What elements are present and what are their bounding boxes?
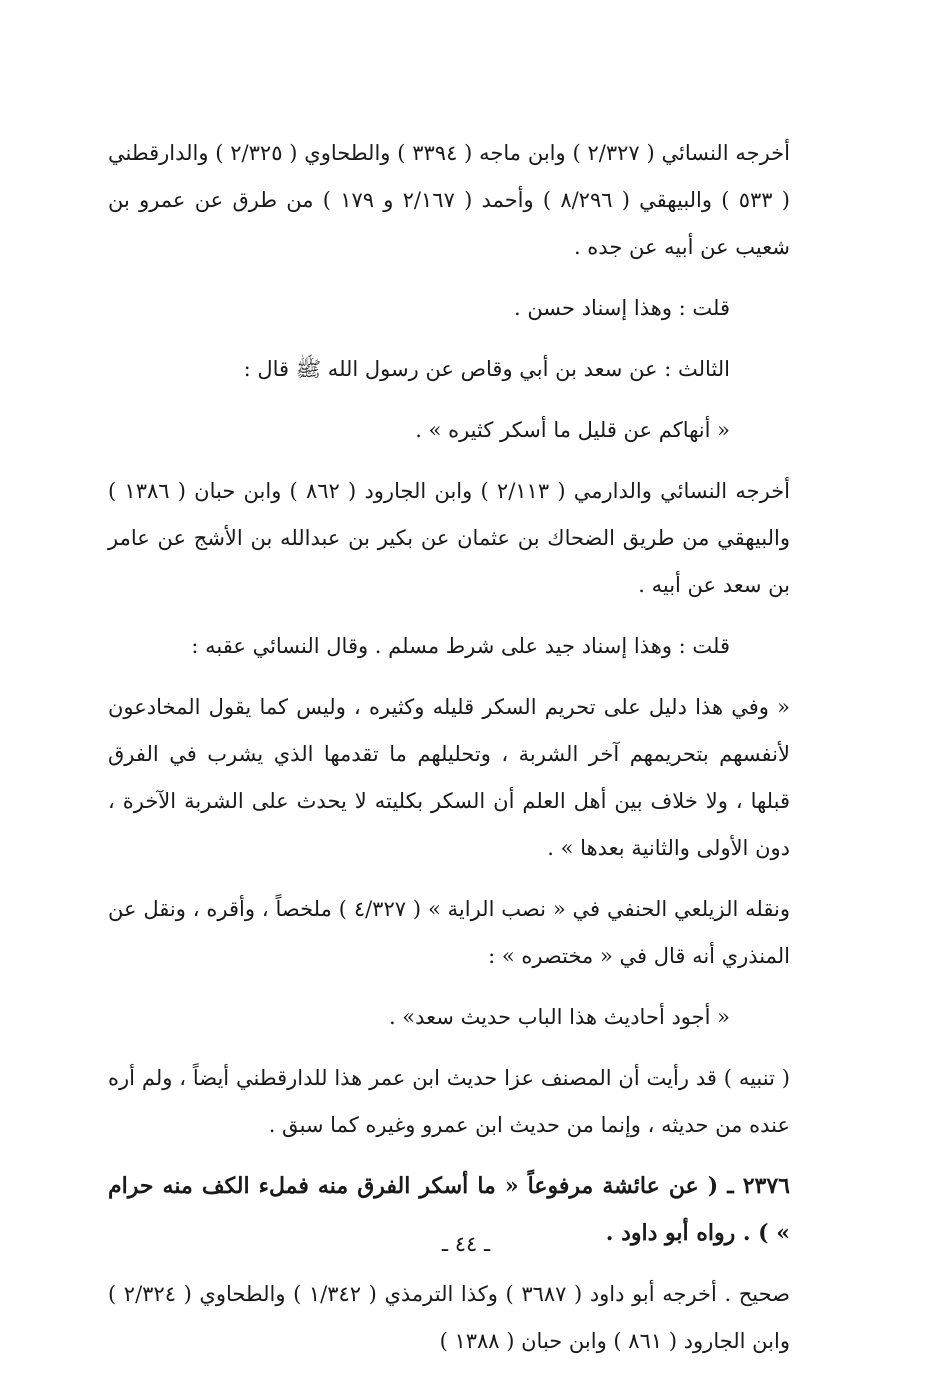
page-number: ـ ٤٤ ـ	[441, 1232, 491, 1256]
paragraph-takhrij-saad: أخرجه النسائي والدارمي ( ٢/١١٣ ) وابن الجارود ( ٨٦٢ ) وابن حبان ( ١٣٨٦ ) والبيهقي من طريق الضحاك بن عثمان عن بكير بن عبدالله بن الأشج عن عامر بن سعد عن أبيه .	[108, 479, 791, 597]
paragraph-hadith-2376: ٢٣٧٦ ـ ( عن عائشة مرفوعاً « ما أسكر الفرق منه فملء الكف منه حرام » ) . رواه أبو داود .	[108, 1173, 790, 1246]
paragraph-muslim-condition: قلت : وهذا إسناد جيد على شرط مسلم . وقال النسائي عقبه :	[191, 634, 730, 658]
paragraph-takhrij-amr: أخرجه النسائي ( ٢/٣٢٧ ) وابن ماجه ( ٣٣٩٤ ) والطحاوي ( ٢/٣٢٥ ) والدارقطني ( ٥٣٣ ) والبيهقي ( ٨/٢٩٦ ) وأحمد ( ٢/١٦٧ و ١٧٩ ) من طرق عن عمرو بن شعيب عن أبيه عن جده .	[108, 141, 790, 259]
page-body	[108, 130, 790, 1379]
paragraph-tanbih: ( تنبيه ) قد رأيت أن المصنف عزا حديث ابن عمر هذا للدارقطني أيضاً ، ولم أره عنده من حديثه ، وإنما من حديث ابن عمرو وغيره كما سبق .	[108, 1066, 790, 1137]
paragraph-mundhiri-quote: « أجود أحاديث هذا الباب حديث سعد» .	[388, 1005, 730, 1029]
paragraph-hadith-quote: « أنهاكم عن قليل ما أسكر كثيره » .	[415, 418, 730, 442]
paragraph-third-hadith-intro: الثالث : عن سعد بن أبي وقاص عن رسول الله ﷺ قال :	[243, 357, 730, 381]
paragraph-sahih-takhrij: صحيح . أخرجه أبو داود ( ٣٦٨٧ ) وكذا الترمذي ( ١/٣٤٢ ) والطحاوي ( ٢/٣٢٤ ) وابن الجارود ( ٨٦١ ) وابن حبان ( ١٣٨٨ )	[108, 1282, 790, 1353]
paragraph-hasan-note: قلت : وهذا إسناد حسن .	[513, 296, 730, 320]
paragraph-zaylai-note: ونقله الزيلعي الحنفي في « نصب الراية » ( ٤/٣٢٧ ) ملخصاً ، وأقره ، ونقل عن المنذري أنه قال في « مختصره » :	[108, 897, 790, 968]
paragraph-nasai-quote: « وفي هذا دليل على تحريم السكر قليله وكثيره ، وليس كما يقول المخادعون لأنفسهم بتحريمهم آخر الشربة ، وتحليلهم ما تقدمها الذي يشرب في الفرق قبلها ، ولا خلاف بين أهل العلم أن السكر بكليته لا يحدث على الشربة الآخرة ، دون الأولى والثانية بعدها » .	[108, 695, 790, 860]
